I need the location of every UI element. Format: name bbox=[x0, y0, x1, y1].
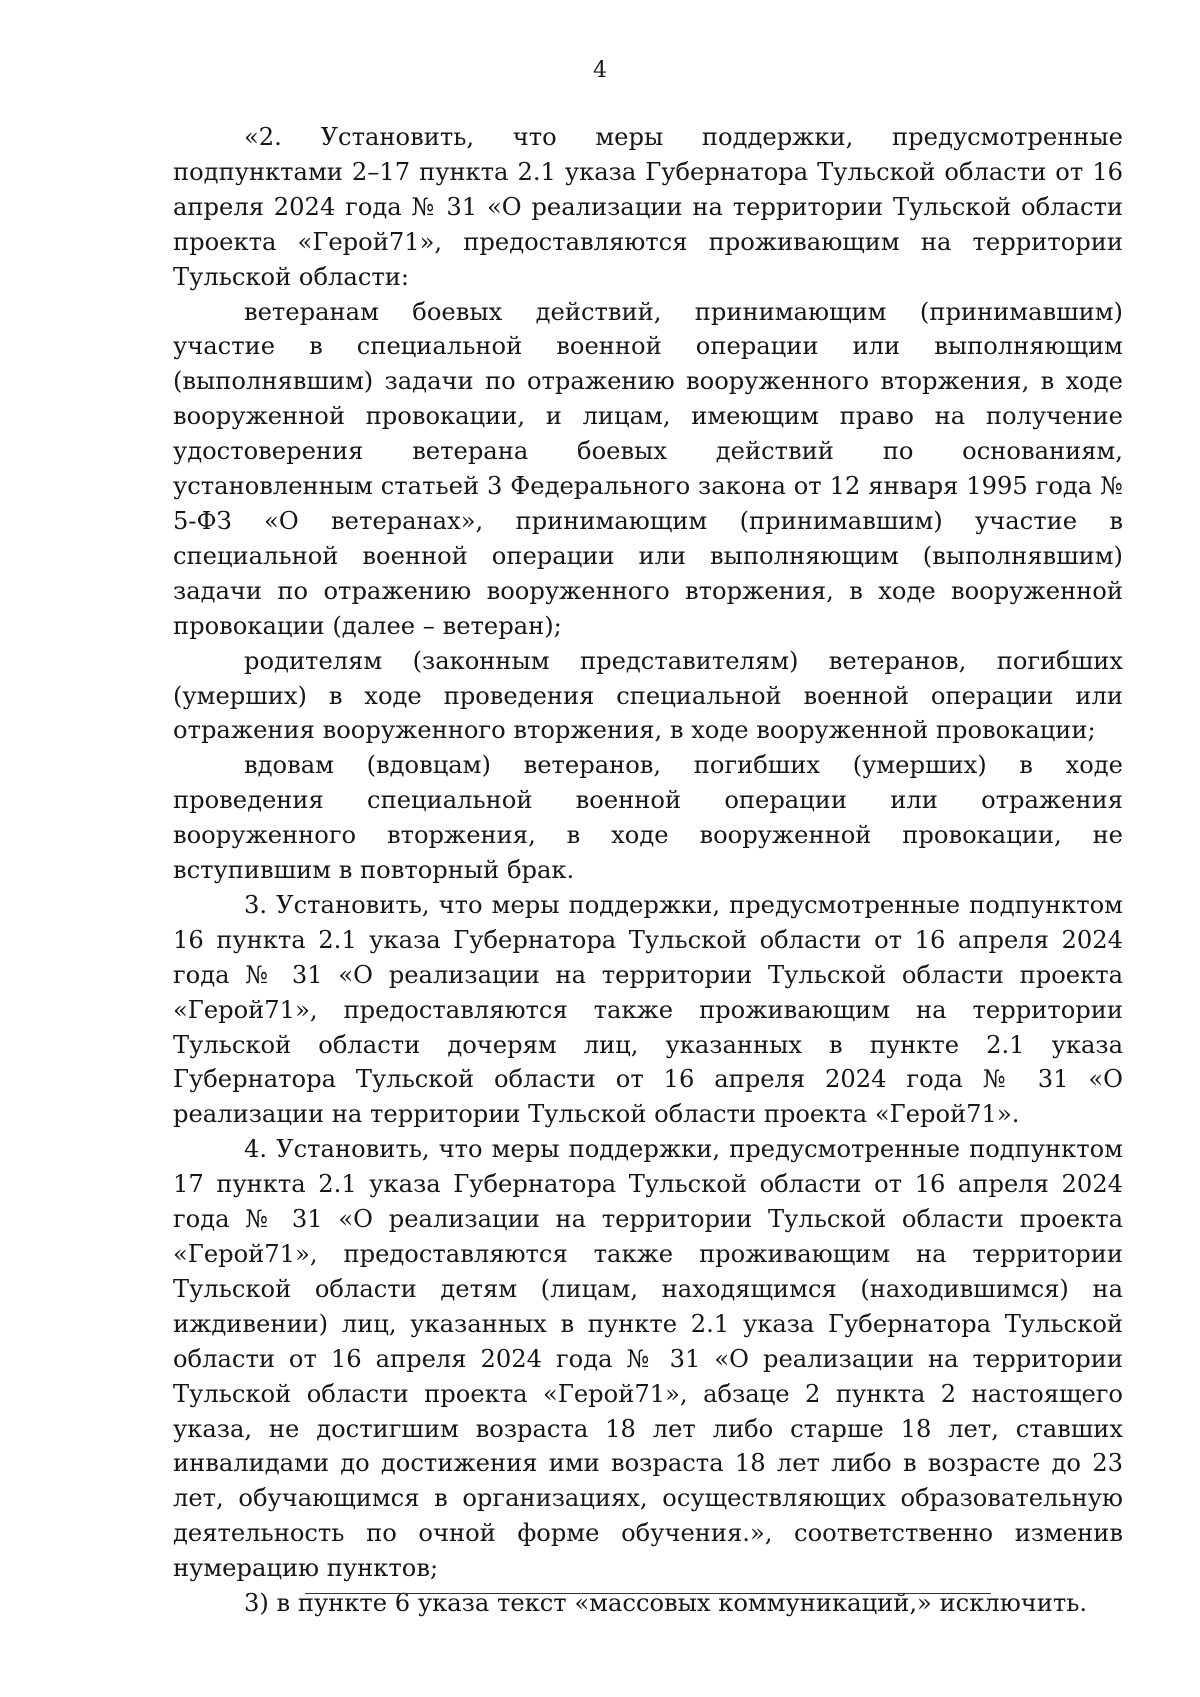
paragraph-3-daughters: 3. Установить, что меры поддержки, предусмотренные подпунктом 16 пункта 2.1 указа Губернатора Тульской области от 16 апреля 2024 года № 31 «О реализации на территории Тульской области проекта «Герой71», предоставляются также проживающим на территории Тульской области дочерям лиц, указанных в пункте 2.1 указа Губернатора Тульской области от 16 апреля 2024 года № 31 «О реализации на территории Тульской области проекта «Герой71». bbox=[173, 890, 1123, 1129]
document-body bbox=[173, 120, 1123, 1621]
paragraph-2-support-measures: «2. Установить, что меры поддержки, предусмотренные подпунктами 2–17 пункта 2.1 указа Губернатора Тульской области от 16 апреля 2024 года № 31 «О реализации на территории Тульской области проекта «Герой71», предоставляются проживающим на территории Тульской области: bbox=[173, 123, 1123, 291]
paragraph-combat-veterans: ветеранам боевых действий, принимающим (принимавшим) участие в специальной военной операции или выполняющим (выполнявшим) задачи по отражению вооруженного вторжения, в ходе вооруженной провокации, и лицам, имеющим право на получение удостоверения ветерана боевых действий по основаниям, установленным статьей 3 Федерального закона от 12 января 1995 года № 5-ФЗ «О ветеранах», принимающим (принимавшим) участие в специальной военной операции или выполняющим (выполнявшим) задачи по отражению вооруженного вторжения, в ходе вооруженной провокации (далее – ветеран); bbox=[173, 297, 1123, 640]
separator-line bbox=[305, 1593, 991, 1594]
paragraph-parents-of-veterans: родителям (законным представителям) ветеранов, погибших (умерших) в ходе проведения специальной военной операции или отражения вооруженного вторжения, в ходе вооруженной провокации; bbox=[173, 646, 1123, 745]
paragraph-4-children: 4. Установить, что меры поддержки, предусмотренные подпунктом 17 пункта 2.1 указа Губернатора Тульской области от 16 апреля 2024 года № 31 «О реализации на территории Тульской области проекта «Герой71», предоставляются также проживающим на территории Тульской области детям (лицам, находящимся (находившимся) на иждивении) лиц, указанных в пункте 2.1 указа Губернатора Тульской области от 16 апреля 2024 года № 31 «О реализации на территории Тульской области проекта «Герой71», абзаце 2 пункта 2 настоящего указа, не достигшим возраста 18 лет либо старше 18 лет, ставших инвалидами до достижения ими возраста 18 лет либо в возрасте до 23 лет, обучающимся в организациях, осуществляющих образовательную деятельность по очной форме обучения.», соответственно изменив нумерацию пунктов; bbox=[173, 1135, 1123, 1583]
paragraph-item-3-exclusion: 3) в пункте 6 указа текст «массовых коммуникаций,» исключить. bbox=[244, 1589, 1088, 1618]
page-number: 4 bbox=[593, 58, 607, 83]
paragraph-widows-of-veterans: вдовам (вдовцам) ветеранов, погибших (умерших) в ходе проведения специальной военной операции или отражения вооруженного вторжения, в ходе вооруженной провокации, не вступившим в повторный брак. bbox=[173, 751, 1123, 885]
